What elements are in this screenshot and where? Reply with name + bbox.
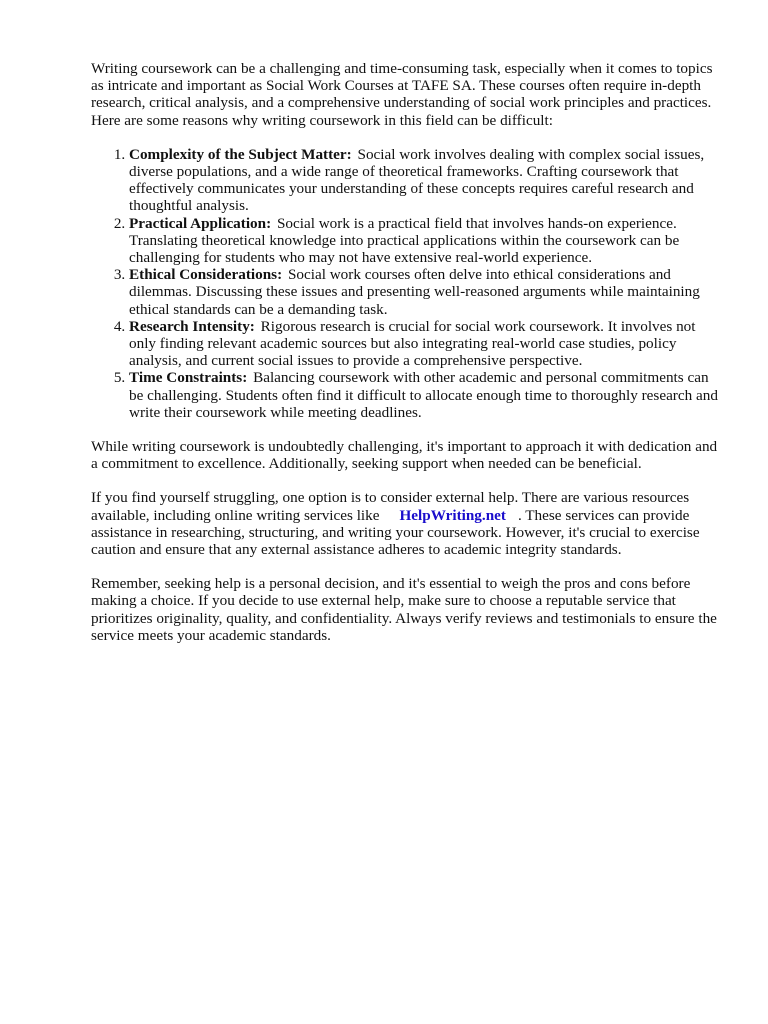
list-item-text: Social work involves dealing with complex social issues, diverse populations, and a wide range of theoretical frameworks. Crafting coursework that effectively communicates your understanding of these concepts requires careful research and thoughtful analysis.: [129, 145, 705, 215]
helpwriting-link[interactable]: HelpWriting.net: [399, 506, 506, 524]
list-item-text: Rigorous research is crucial for social work coursework. It involves not only finding relevant academic sources but also integrating real-world case studies, policy analysis, and current social issues to provide a comprehensive perspective.: [129, 317, 696, 370]
dedication-paragraph: While writing coursework is undoubtedly challenging, it's important to approach it with dedication and a commitment to excellence. Additionally, seeking support when needed can be beneficial.: [91, 438, 718, 473]
closing-paragraph: Remember, seeking help is a personal decision, and it's essential to weigh the pros and cons before making a choice. If you decide to use external help, make sure to choose a reputable service that prioritizes originality, quality, and confidentiality. Always verify reviews and testimonials to ensure the service meets your academic standards.: [91, 575, 717, 644]
reasons-list: [91, 146, 719, 421]
document-page: [91, 60, 719, 661]
external-help-paragraph: [91, 489, 719, 558]
intro-paragraph: Writing coursework can be a challenging and time-consuming task, especially when it comes to topics as intricate and important as Social Work Courses at TAFE SA. These courses often require in-depth research, critical analysis, and a comprehensive understanding of social work principles and practices. Here are some reasons why writing coursework in this field can be difficult:: [91, 60, 713, 129]
list-item: [129, 318, 719, 370]
list-item-text: Balancing coursework with other academic and personal commitments can be challenging. Students often find it difficult to allocate enough time to thoroughly research and write their coursework while meeting deadlines.: [129, 369, 718, 421]
list-item-term: Ethical Considerations:: [129, 266, 283, 284]
list-item-term: Time Constraints:: [129, 369, 248, 387]
external-help-text-after: . These services can provide assistance in researching, structuring, and writing your coursework. However, it's crucial to exercise caution and ensure that any external assistance adheres to academic integrity standards.: [91, 506, 700, 559]
list-item: [129, 215, 719, 267]
list-item-text: Social work is a practical field that involves hands-on experience. Translating theoretical knowledge into practical applications within the coursework can be challenging for students who may not have extensive real-world experience.: [129, 214, 680, 267]
list-item-text: Social work courses often delve into ethical considerations and dilemmas. Discussing these issues and presenting well-reasoned arguments while maintaining ethical standards can be a demanding task.: [129, 266, 700, 318]
external-help-text-before: If you find yourself struggling, one option is to consider external help. There are various resources available, including online writing services like: [91, 489, 690, 524]
list-item-term: Practical Application:: [129, 214, 272, 232]
list-item: [129, 146, 719, 215]
list-item-term: Complexity of the Subject Matter:: [129, 145, 352, 163]
list-item: [129, 369, 719, 421]
list-item-term: Research Intensity:: [129, 317, 255, 335]
list-item: [129, 266, 719, 318]
